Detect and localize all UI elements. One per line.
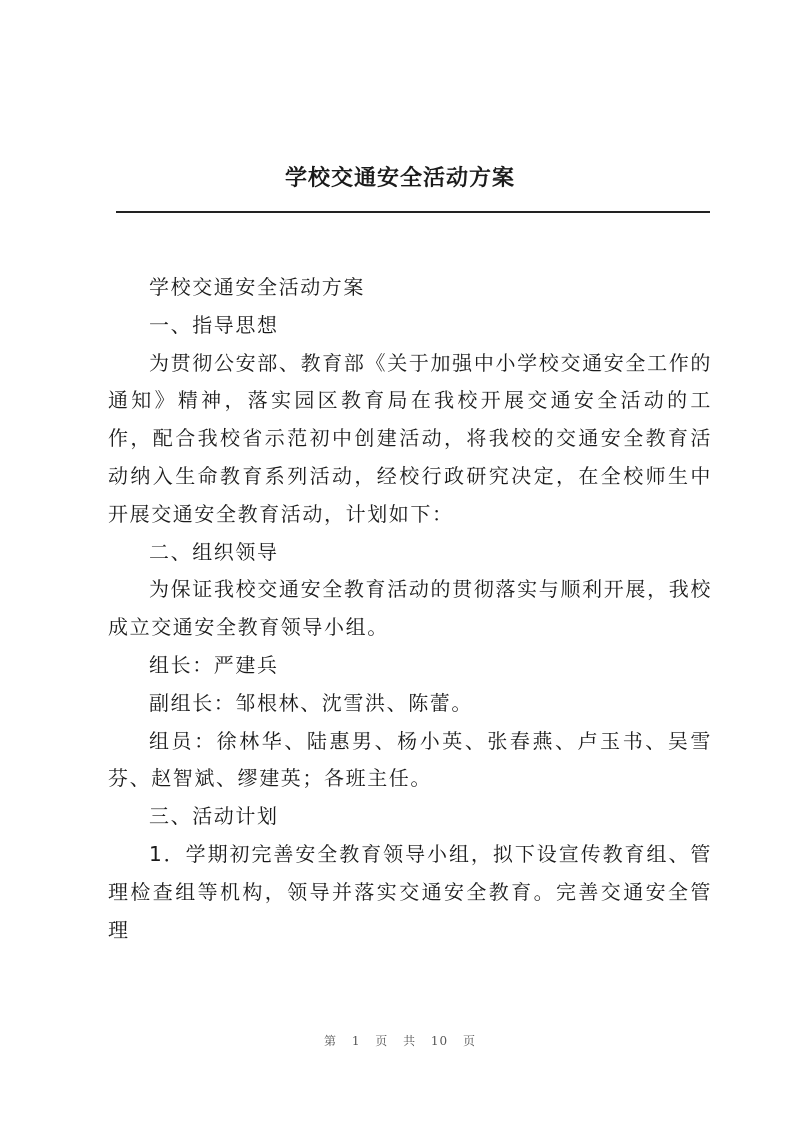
title-divider: [116, 211, 710, 213]
section-heading-organization: 二、组织领导: [149, 539, 279, 564]
document-body: [108, 269, 712, 949]
paragraph-team-members: 组员：徐林华、陆惠男、杨小英、张春燕、卢玉书、吴雪芬、赵智斌、缪建英；各班主任。: [108, 728, 712, 791]
section-heading-activity-plan: 三、活动计划: [149, 804, 279, 829]
section-heading-guiding-thought: 一、指导思想: [149, 312, 279, 337]
page-footer: 第 1 页 共 10 页: [324, 1034, 476, 1048]
paragraph-guiding-thought: 为贯彻公安部、教育部《关于加强中小学校交通安全工作的通知》精神，落实园区教育局在我校开展交通安全活动的工作，配合我校省示范初中创建活动，将我校的交通安全教育活动纳入生命教育系列活动，经校行政研究决定，在全校师生中开展交通安全教育活动，计划如下：: [108, 350, 712, 526]
paragraph-team-leader: 组长：严建兵: [149, 652, 279, 677]
paragraph-organization: 为保证我校交通安全教育活动的贯彻落实与顺利开展，我校成立交通安全教育领导小组。: [108, 577, 712, 640]
document-title: 学校交通安全活动方案: [284, 165, 515, 191]
paragraph-heading: 学校交通安全活动方案: [149, 275, 365, 299]
paragraph-plan-item-1: 1．学期初完善安全教育领导小组，拟下设宣传教育组、管理检查组等机构，领导并落实交通安全教育。完善交通安全管理: [108, 841, 712, 942]
paragraph-deputy-leaders: 副组长：邹根林、沈雪洪、陈蕾。: [149, 690, 473, 715]
